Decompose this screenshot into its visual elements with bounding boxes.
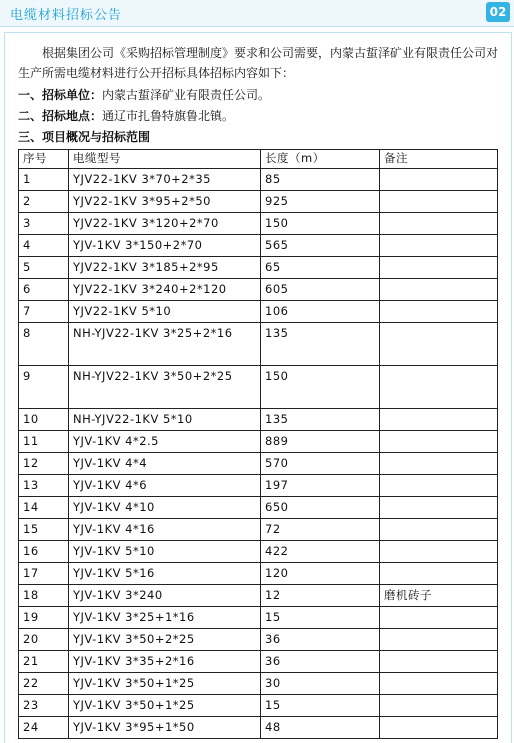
bid-unit-label: 一、招标单位： <box>18 88 103 102</box>
cell-model: YJV-1KV 4*16 <box>69 519 261 541</box>
cell-model: NH-YJV22-1KV 3*50+2*25 <box>69 366 261 409</box>
cell-remark <box>380 651 498 673</box>
cell-remark <box>380 191 498 213</box>
cell-model: YJV-1KV 3*240 <box>69 585 261 607</box>
cell-model: YJV-1KV 3*95+1*50 <box>69 717 261 739</box>
cell-model: YJV22-1KV 3*95+2*50 <box>69 191 261 213</box>
cell-length: 85 <box>261 169 380 191</box>
cell-model: YJV-1KV 3*25+1*16 <box>69 607 261 629</box>
cell-length: 565 <box>261 235 380 257</box>
table-row <box>19 453 498 475</box>
cell-index: 1 <box>19 169 69 191</box>
cell-length: 570 <box>261 453 380 475</box>
cell-length: 48 <box>261 717 380 739</box>
cell-index: 22 <box>19 673 69 695</box>
cell-model: YJV-1KV 5*10 <box>69 541 261 563</box>
column-header-model: 电缆型号 <box>69 150 261 169</box>
cell-model: NH-YJV22-1KV 5*10 <box>69 409 261 431</box>
cell-index: 7 <box>19 301 69 323</box>
cell-index: 14 <box>19 497 69 519</box>
table-row <box>19 519 498 541</box>
cell-index: 3 <box>19 213 69 235</box>
cell-index: 18 <box>19 585 69 607</box>
cell-remark <box>380 717 498 739</box>
cell-length: 36 <box>261 651 380 673</box>
section-number-badge: 02 <box>486 2 510 22</box>
cell-model: YJV22-1KV 3*120+2*70 <box>69 213 261 235</box>
column-header-index: 序号 <box>19 150 69 169</box>
cell-length: 72 <box>261 519 380 541</box>
section-title: 电缆材料招标公告 <box>10 8 123 23</box>
cell-model: YJV-1KV 3*35+2*16 <box>69 651 261 673</box>
column-header-remark: 备注 <box>380 150 498 169</box>
bid-unit-line <box>18 85 270 105</box>
table-row <box>19 629 498 651</box>
table-row <box>19 257 498 279</box>
cell-length: 150 <box>261 366 380 409</box>
cell-model: YJV-1KV 3*50+2*25 <box>69 629 261 651</box>
cell-model: YJV-1KV 4*4 <box>69 453 261 475</box>
table-header-row <box>19 150 498 169</box>
table-row <box>19 279 498 301</box>
cell-remark <box>380 213 498 235</box>
cell-remark <box>380 366 498 409</box>
cell-remark <box>380 541 498 563</box>
bid-place-value: 通辽市扎鲁特旗鲁北镇。 <box>102 109 235 123</box>
cell-model: YJV22-1KV 3*70+2*35 <box>69 169 261 191</box>
cell-remark: 磨机砖子 <box>380 585 498 607</box>
cell-index: 12 <box>19 453 69 475</box>
cell-model: YJV-1KV 3*150+2*70 <box>69 235 261 257</box>
cell-remark <box>380 431 498 453</box>
cell-length: 135 <box>261 409 380 431</box>
cell-length: 650 <box>261 497 380 519</box>
cell-model: NH-YJV22-1KV 3*25+2*16 <box>69 323 261 366</box>
cell-model: YJV-1KV 4*2.5 <box>69 431 261 453</box>
cell-remark <box>380 453 498 475</box>
table-row <box>19 607 498 629</box>
cell-length: 65 <box>261 257 380 279</box>
cell-index: 21 <box>19 651 69 673</box>
cell-model: YJV22-1KV 3*185+2*95 <box>69 257 261 279</box>
table-row <box>19 191 498 213</box>
cell-index: 4 <box>19 235 69 257</box>
table-row <box>19 431 498 453</box>
cell-length: 135 <box>261 323 380 366</box>
cell-length: 15 <box>261 607 380 629</box>
table-row <box>19 475 498 497</box>
cell-remark <box>380 629 498 651</box>
table-row <box>19 563 498 585</box>
cell-index: 16 <box>19 541 69 563</box>
bid-unit-value: 内蒙古蜇泽矿业有限责任公司。 <box>102 88 271 102</box>
cell-model: YJV-1KV 3*50+1*25 <box>69 695 261 717</box>
cell-index: 9 <box>19 366 69 409</box>
cell-model: YJV22-1KV 3*240+2*120 <box>69 279 261 301</box>
intro-paragraph: 根据集团公司《采购招标管理制度》要求和公司需要，内蒙古蜇泽矿业有限责任公司对生产所需电缆材料进行公开招标具体招标内容如下： <box>18 46 499 80</box>
cell-model: YJV-1KV 5*16 <box>69 563 261 585</box>
cell-length: 889 <box>261 431 380 453</box>
cell-index: 6 <box>19 279 69 301</box>
cell-index: 5 <box>19 257 69 279</box>
cell-length: 15 <box>261 695 380 717</box>
table-row <box>19 301 498 323</box>
cell-remark <box>380 475 498 497</box>
cell-remark <box>380 279 498 301</box>
column-header-length: 长度（m） <box>261 150 380 169</box>
cell-length: 120 <box>261 563 380 585</box>
cell-model: YJV-1KV 3*50+1*25 <box>69 673 261 695</box>
bid-place-line <box>18 106 234 126</box>
cell-index: 19 <box>19 607 69 629</box>
cell-model: YJV22-1KV 5*10 <box>69 301 261 323</box>
table-row <box>19 695 498 717</box>
cell-index: 20 <box>19 629 69 651</box>
cell-remark <box>380 519 498 541</box>
cell-length: 422 <box>261 541 380 563</box>
cell-remark <box>380 695 498 717</box>
cell-length: 197 <box>261 475 380 497</box>
cell-index: 15 <box>19 519 69 541</box>
cell-index: 10 <box>19 409 69 431</box>
table-row <box>19 585 498 607</box>
cell-index: 17 <box>19 563 69 585</box>
table-row <box>19 409 498 431</box>
cell-remark <box>380 257 498 279</box>
cell-remark <box>380 169 498 191</box>
cell-length: 925 <box>261 191 380 213</box>
cell-remark <box>380 497 498 519</box>
table-row <box>19 673 498 695</box>
cell-length: 12 <box>261 585 380 607</box>
table-row <box>19 323 498 366</box>
cell-index: 13 <box>19 475 69 497</box>
cell-remark <box>380 301 498 323</box>
table-row <box>19 235 498 257</box>
table-row <box>19 169 498 191</box>
bid-place-label: 二、招标地点： <box>18 109 103 123</box>
cell-length: 106 <box>261 301 380 323</box>
table-row <box>19 541 498 563</box>
cell-remark <box>380 235 498 257</box>
cell-remark <box>380 563 498 585</box>
table-row <box>19 213 498 235</box>
cell-length: 30 <box>261 673 380 695</box>
cell-remark <box>380 323 498 366</box>
scope-heading: 三、项目概况与招标范围 <box>18 130 151 144</box>
cell-length: 605 <box>261 279 380 301</box>
table-row <box>19 497 498 519</box>
cell-index: 11 <box>19 431 69 453</box>
table-row <box>19 366 498 409</box>
cell-index: 23 <box>19 695 69 717</box>
cell-index: 2 <box>19 191 69 213</box>
section-header <box>0 0 514 27</box>
cell-index: 8 <box>19 323 69 366</box>
cell-remark <box>380 673 498 695</box>
cell-length: 150 <box>261 213 380 235</box>
cell-index: 24 <box>19 717 69 739</box>
table-row <box>19 717 498 739</box>
cell-model: YJV-1KV 4*6 <box>69 475 261 497</box>
cable-table <box>18 149 498 739</box>
cell-length: 36 <box>261 629 380 651</box>
table-row <box>19 651 498 673</box>
cell-model: YJV-1KV 4*10 <box>69 497 261 519</box>
cell-remark <box>380 607 498 629</box>
cell-remark <box>380 409 498 431</box>
